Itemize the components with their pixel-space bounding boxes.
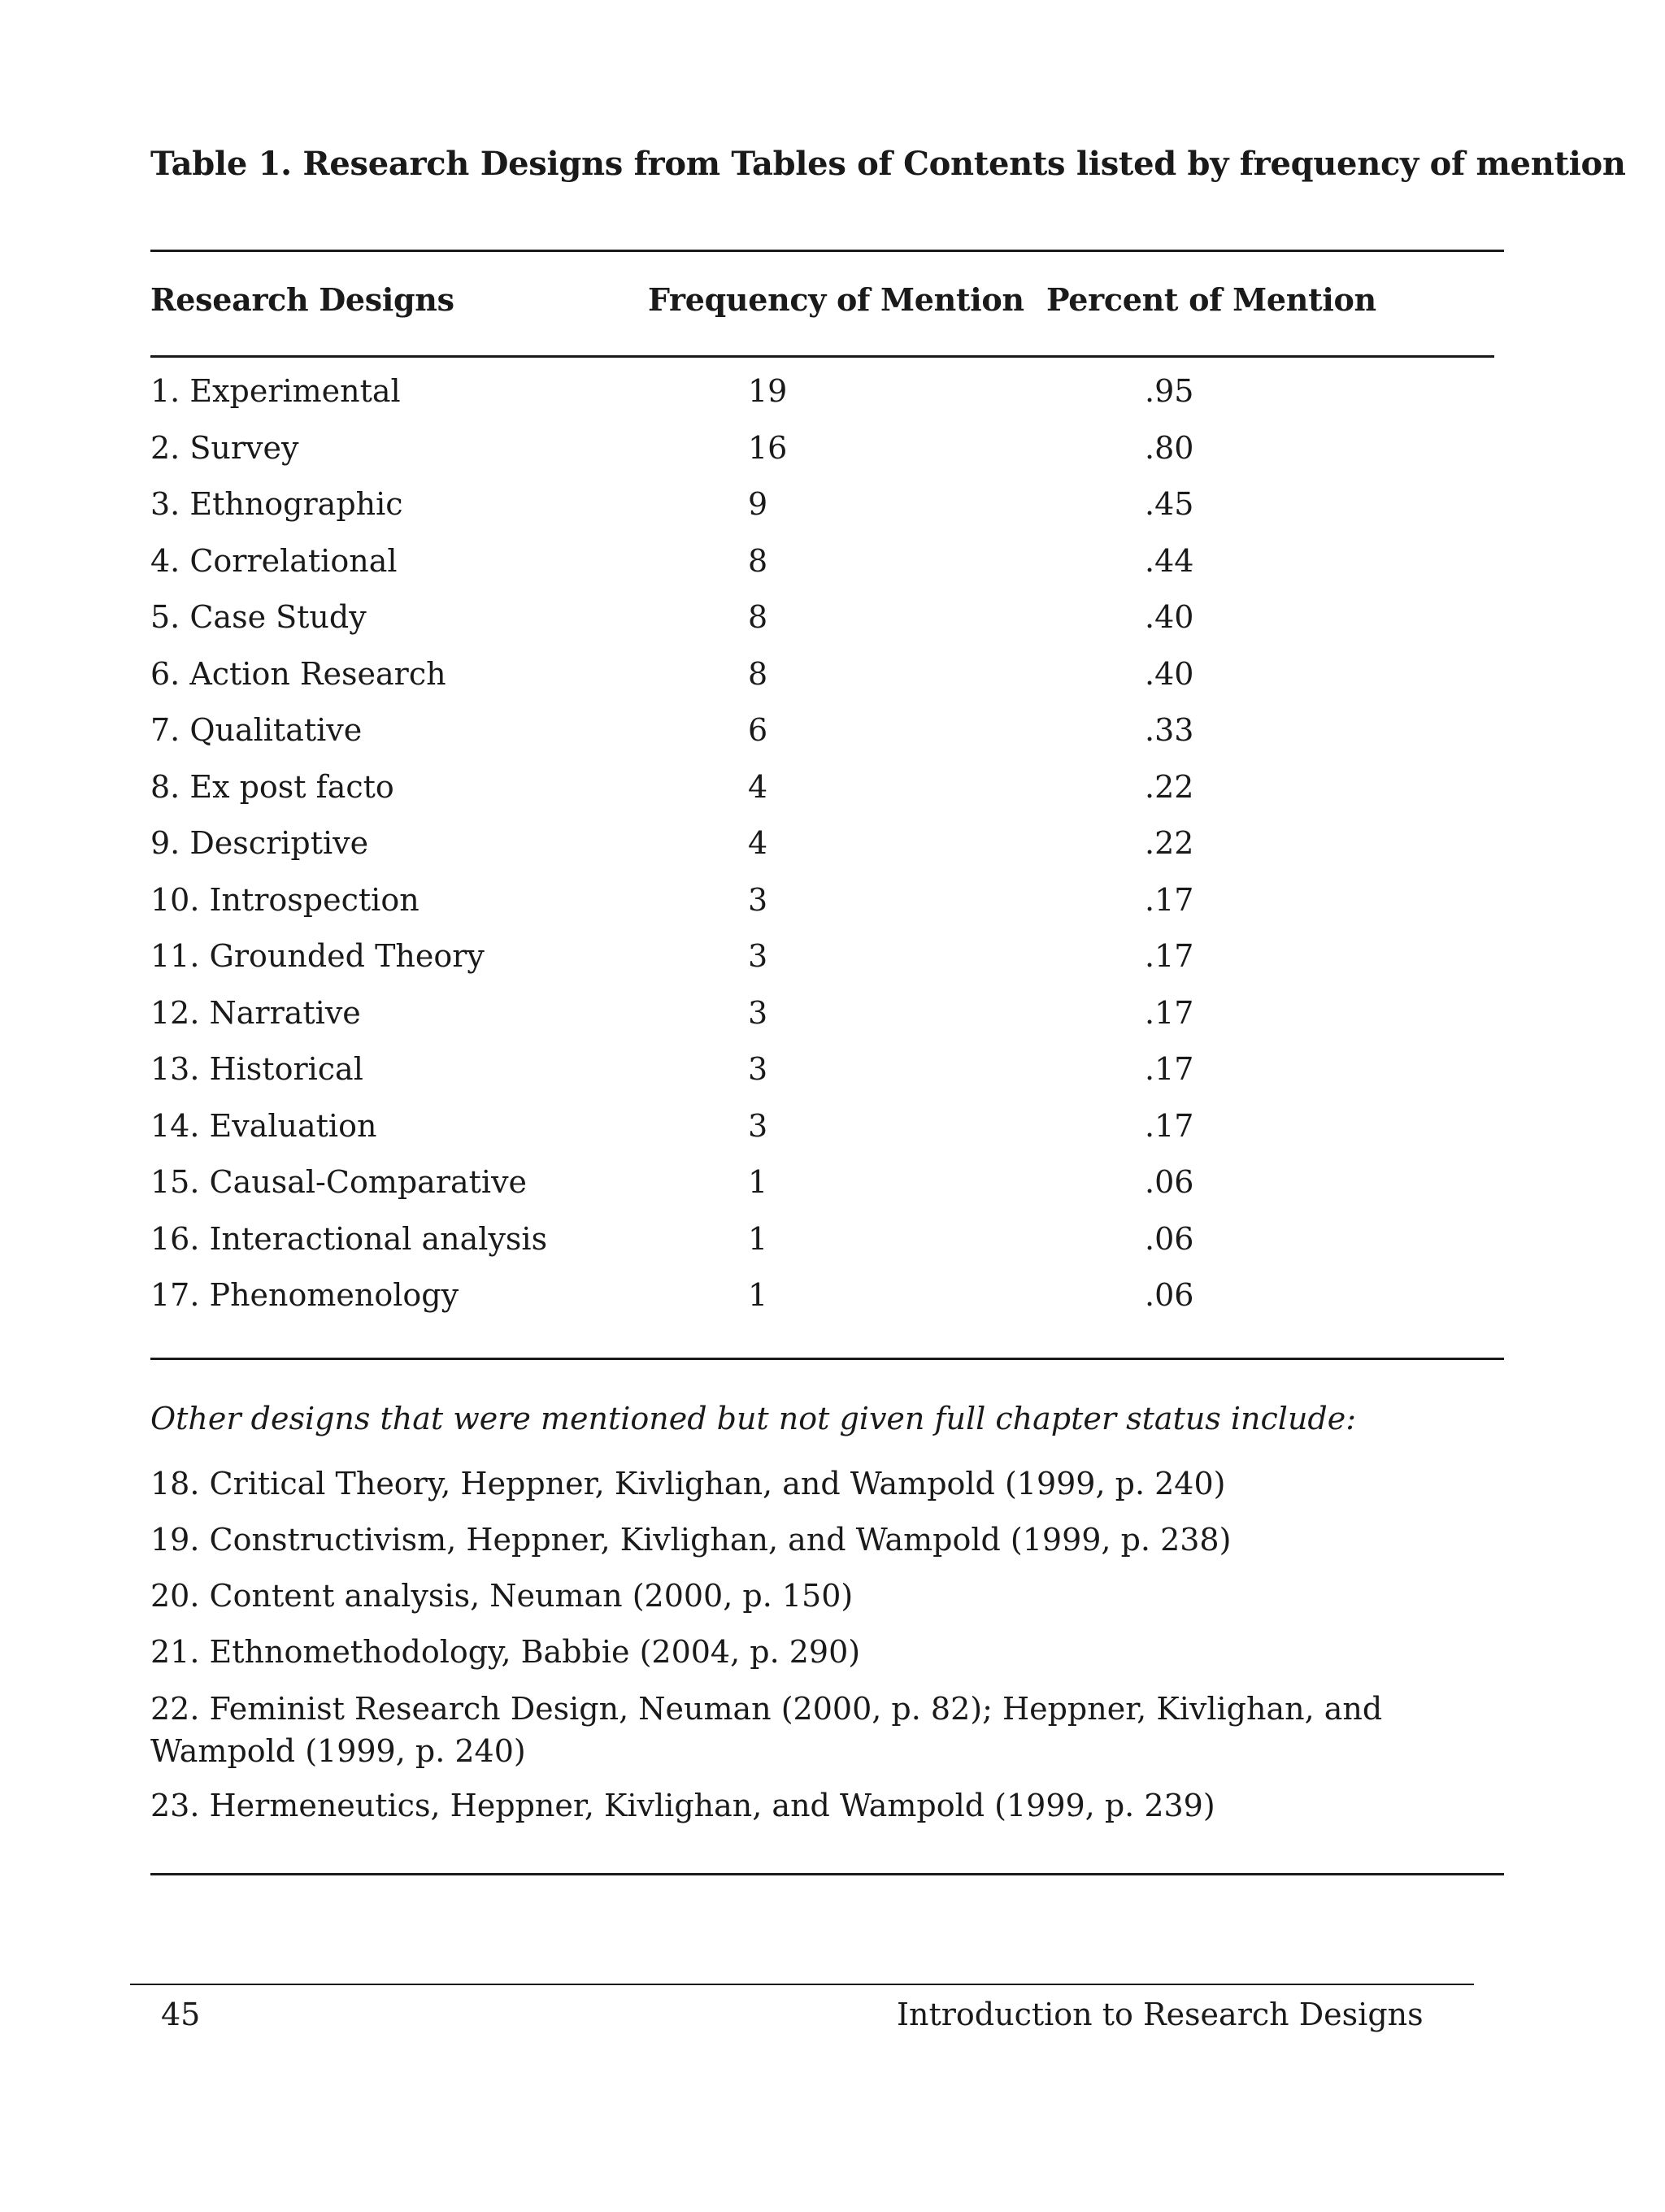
cell-frequency: 8: [748, 543, 768, 579]
cell-percent: .06: [1145, 1277, 1194, 1313]
cell-percent: .44: [1145, 543, 1194, 579]
cell-percent: .22: [1145, 769, 1194, 805]
cell-design: 4. Correlational: [150, 543, 398, 579]
cell-frequency: 1: [748, 1277, 768, 1313]
cell-frequency: 6: [748, 712, 768, 748]
header-rule: [150, 355, 1494, 358]
other-item: 20. Content analysis, Neuman (2000, p. 150): [150, 1578, 854, 1614]
cell-design: 13. Historical: [150, 1051, 363, 1087]
other-item: 22. Feminist Research Design, Neuman (2000, p. 82); Heppner, Kivlighan, and Wampold (1999, p. 240): [150, 1691, 1383, 1769]
cell-frequency: 3: [748, 938, 768, 974]
cell-frequency: 8: [748, 656, 768, 692]
cell-design: 2. Survey: [150, 430, 299, 466]
footer-rule: [130, 1984, 1474, 1985]
cell-frequency: 1: [748, 1221, 768, 1257]
cell-percent: .22: [1145, 825, 1194, 861]
cell-percent: .17: [1145, 995, 1194, 1031]
cell-design: 12. Narrative: [150, 995, 361, 1031]
cell-design: 8. Ex post facto: [150, 769, 394, 805]
cell-percent: .40: [1145, 656, 1194, 692]
cell-percent: .06: [1145, 1164, 1194, 1200]
cell-design: 17. Phenomenology: [150, 1277, 459, 1313]
cell-frequency: 3: [748, 1108, 768, 1144]
cell-design: 16. Interactional analysis: [150, 1221, 548, 1257]
table-title: Table 1. Research Designs from Tables of Contents listed by frequency of mention: [150, 145, 1626, 183]
table-bottom-rule: [150, 1358, 1504, 1360]
cell-frequency: 4: [748, 769, 768, 805]
cell-frequency: 4: [748, 825, 768, 861]
cell-frequency: 19: [748, 373, 788, 409]
cell-design: 15. Causal-Comparative: [150, 1164, 528, 1200]
cell-design: 1. Experimental: [150, 373, 401, 409]
cell-percent: .33: [1145, 712, 1194, 748]
cell-design: 11. Grounded Theory: [150, 938, 485, 974]
other-item: 21. Ethnomethodology, Babbie (2004, p. 290): [150, 1634, 861, 1670]
cell-frequency: 1: [748, 1164, 768, 1200]
cell-percent: .17: [1145, 938, 1194, 974]
cell-design: 7. Qualitative: [150, 712, 363, 748]
header-research-designs: Research Designs: [150, 281, 454, 318]
cell-frequency: 8: [748, 599, 768, 635]
header-percent: Percent of Mention: [1046, 281, 1376, 318]
cell-design: 9. Descriptive: [150, 825, 369, 861]
running-title: Introduction to Research Designs: [897, 1997, 1424, 2032]
other-designs-note: Other designs that were mentioned but not given full chapter status include:: [150, 1401, 1357, 1436]
cell-design: 14. Evaluation: [150, 1108, 377, 1144]
cell-frequency: 9: [748, 486, 768, 522]
cell-frequency: 3: [748, 882, 768, 918]
cell-frequency: 16: [748, 430, 788, 466]
page-number: 45: [161, 1997, 201, 2032]
top-rule: [150, 250, 1504, 252]
other-item: 19. Constructivism, Heppner, Kivlighan, and Wampold (1999, p. 238): [150, 1522, 1232, 1558]
other-item: 18. Critical Theory, Heppner, Kivlighan, and Wampold (1999, p. 240): [150, 1466, 1226, 1501]
cell-frequency: 3: [748, 995, 768, 1031]
cell-design: 10. Introspection: [150, 882, 420, 918]
cell-percent: .40: [1145, 599, 1194, 635]
cell-design: 3. Ethnographic: [150, 486, 403, 522]
other-bottom-rule: [150, 1873, 1504, 1875]
cell-design: 5. Case Study: [150, 599, 367, 635]
cell-percent: .17: [1145, 1108, 1194, 1144]
cell-percent: .95: [1145, 373, 1194, 409]
other-item: 23. Hermeneutics, Heppner, Kivlighan, and Wampold (1999, p. 239): [150, 1788, 1215, 1823]
cell-percent: .80: [1145, 430, 1194, 466]
cell-percent: .17: [1145, 1051, 1194, 1087]
cell-frequency: 3: [748, 1051, 768, 1087]
cell-percent: .45: [1145, 486, 1194, 522]
cell-percent: .06: [1145, 1221, 1194, 1257]
cell-design: 6. Action Research: [150, 656, 446, 692]
header-frequency: Frequency of Mention: [648, 281, 1024, 318]
cell-percent: .17: [1145, 882, 1194, 918]
